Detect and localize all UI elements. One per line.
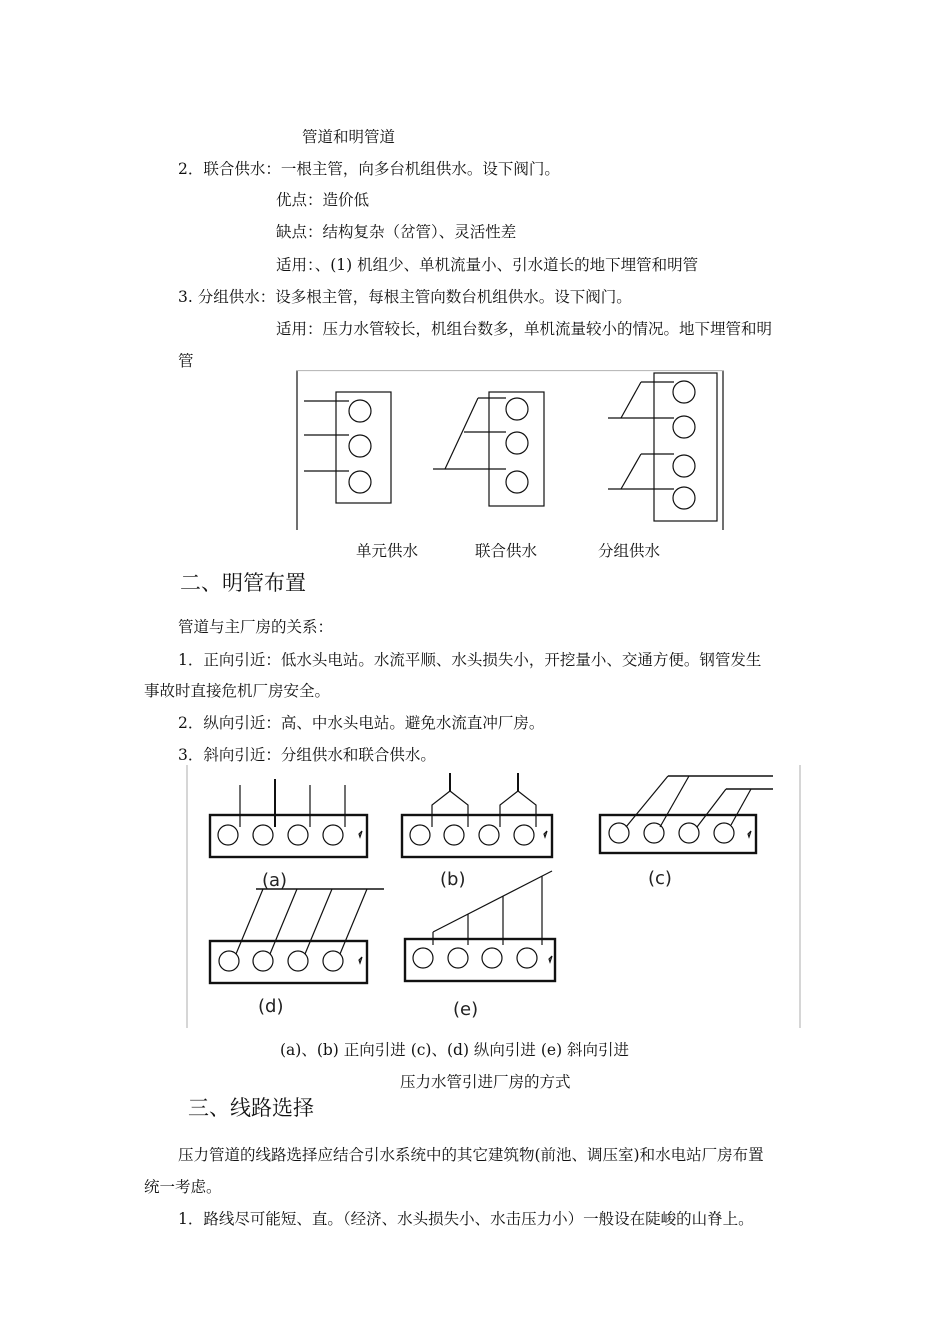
unit-circle — [349, 435, 371, 457]
list-item: 1．路线尽可能短、直。（经济、水头损失小、水击压力小）一般设在陡峻的山脊上。 — [178, 1210, 754, 1228]
figure-caption: (a)、(b) 正向引进 (c)、(d) 纵向引进 (e) 斜向引进 — [280, 1041, 630, 1059]
unit-circle — [714, 823, 734, 843]
unit-circle — [514, 825, 534, 845]
list-item: 3. 分组供水：设多根主管，每根主管向数台机组供水。设下阀门。 — [178, 288, 632, 306]
branch-line — [731, 789, 751, 825]
manifold-line — [445, 398, 478, 469]
branch-line — [626, 776, 668, 827]
applicability-line: 适用：、(1) 机组少、单机流量小、引水道长的地下埋管和明管 — [276, 256, 699, 274]
unit-circle — [448, 948, 468, 968]
panel-label-b: (b) — [440, 869, 466, 890]
panel-label-d: (d) — [258, 996, 284, 1017]
tick-mark — [359, 957, 362, 963]
unit-circle — [349, 471, 371, 493]
unit-circle — [673, 416, 695, 438]
tick-mark — [748, 831, 751, 837]
text-line: 管道与主厂房的关系： — [178, 618, 334, 636]
disadvantage-line: 缺点：结构复杂（岔管）、灵活性差 — [276, 223, 517, 241]
text-line: 事故时直接危机厂房安全。 — [144, 682, 331, 700]
section-heading: 二、明管布置 — [180, 571, 306, 595]
powerhouse-block — [600, 815, 756, 853]
figure-title: 压力水管引进厂房的方式 — [400, 1073, 571, 1091]
section-heading: 三、线路选择 — [188, 1096, 314, 1120]
tick-mark — [359, 831, 362, 837]
figure-label: 分组供水 — [598, 542, 661, 560]
advantage-line: 优点：造价低 — [276, 191, 370, 209]
panel-label-e: (e) — [453, 999, 479, 1020]
bifurcation-line — [500, 791, 536, 827]
tick-mark — [544, 831, 547, 837]
tick-mark — [549, 956, 552, 962]
unit-circle — [673, 487, 695, 509]
unit-circle — [349, 400, 371, 422]
unit-circle — [506, 471, 528, 493]
unit-circle — [506, 398, 528, 420]
powerhouse-block — [654, 373, 717, 521]
branch-line — [236, 889, 263, 954]
branch-line — [305, 889, 332, 954]
unit-circle — [413, 948, 433, 968]
unit-circle — [479, 825, 499, 845]
unit-circle — [506, 432, 528, 454]
list-item: 3．斜向引近：分组供水和联合供水。 — [178, 746, 436, 764]
unit-circle — [673, 381, 695, 403]
text-line: 管道和明管道 — [302, 128, 396, 146]
bifurcation-line — [432, 791, 468, 827]
penstock-entry-figure — [186, 765, 801, 1028]
powerhouse-block — [336, 392, 391, 503]
list-item: 2．纵向引近：高、中水头电站。避免水流直冲厂房。 — [178, 714, 545, 732]
paragraph-line: 统一考虑。 — [144, 1178, 222, 1196]
applicability-line: 适用：压力水管较长，机组台数多，单机流量较小的情况。地下埋管和明 — [276, 320, 773, 338]
unit-circle — [609, 823, 629, 843]
branch-line — [697, 789, 726, 827]
unit-circle — [410, 825, 430, 845]
unit-circle — [218, 825, 238, 845]
powerhouse-block — [489, 392, 544, 506]
powerhouse-block — [405, 939, 555, 981]
branch-line — [270, 889, 297, 954]
unit-circle — [673, 455, 695, 477]
manifold-line — [621, 382, 641, 418]
unit-circle — [517, 948, 537, 968]
manifold-line — [621, 454, 641, 489]
paragraph-line: 压力管道的线路选择应结合引水系统中的其它建筑物(前池、调压室)和水电站厂房布置 — [178, 1146, 764, 1164]
unit-circle — [288, 825, 308, 845]
unit-circle — [444, 825, 464, 845]
powerhouse-block — [402, 815, 552, 857]
unit-circle — [253, 825, 273, 845]
figure-label: 单元供水 — [356, 542, 419, 560]
water-supply-schemes-figure — [296, 370, 724, 530]
panel-label-a: (a) — [262, 870, 288, 891]
unit-circle — [482, 948, 502, 968]
list-item: 1．正向引近：低水头电站。水流平顺、水头损失小，开挖量小、交通方便。钢管发生 — [178, 651, 762, 669]
text-line: 管 — [178, 352, 194, 370]
branch-line — [340, 889, 367, 954]
panel-label-c: (c) — [648, 868, 672, 889]
unit-circle — [679, 823, 699, 843]
figure-label: 联合供水 — [475, 542, 538, 560]
branch-line — [660, 776, 689, 827]
unit-circle — [323, 825, 343, 845]
list-item: 2．联合供水：一根主管，向多台机组供水。设下阀门。 — [178, 160, 560, 178]
